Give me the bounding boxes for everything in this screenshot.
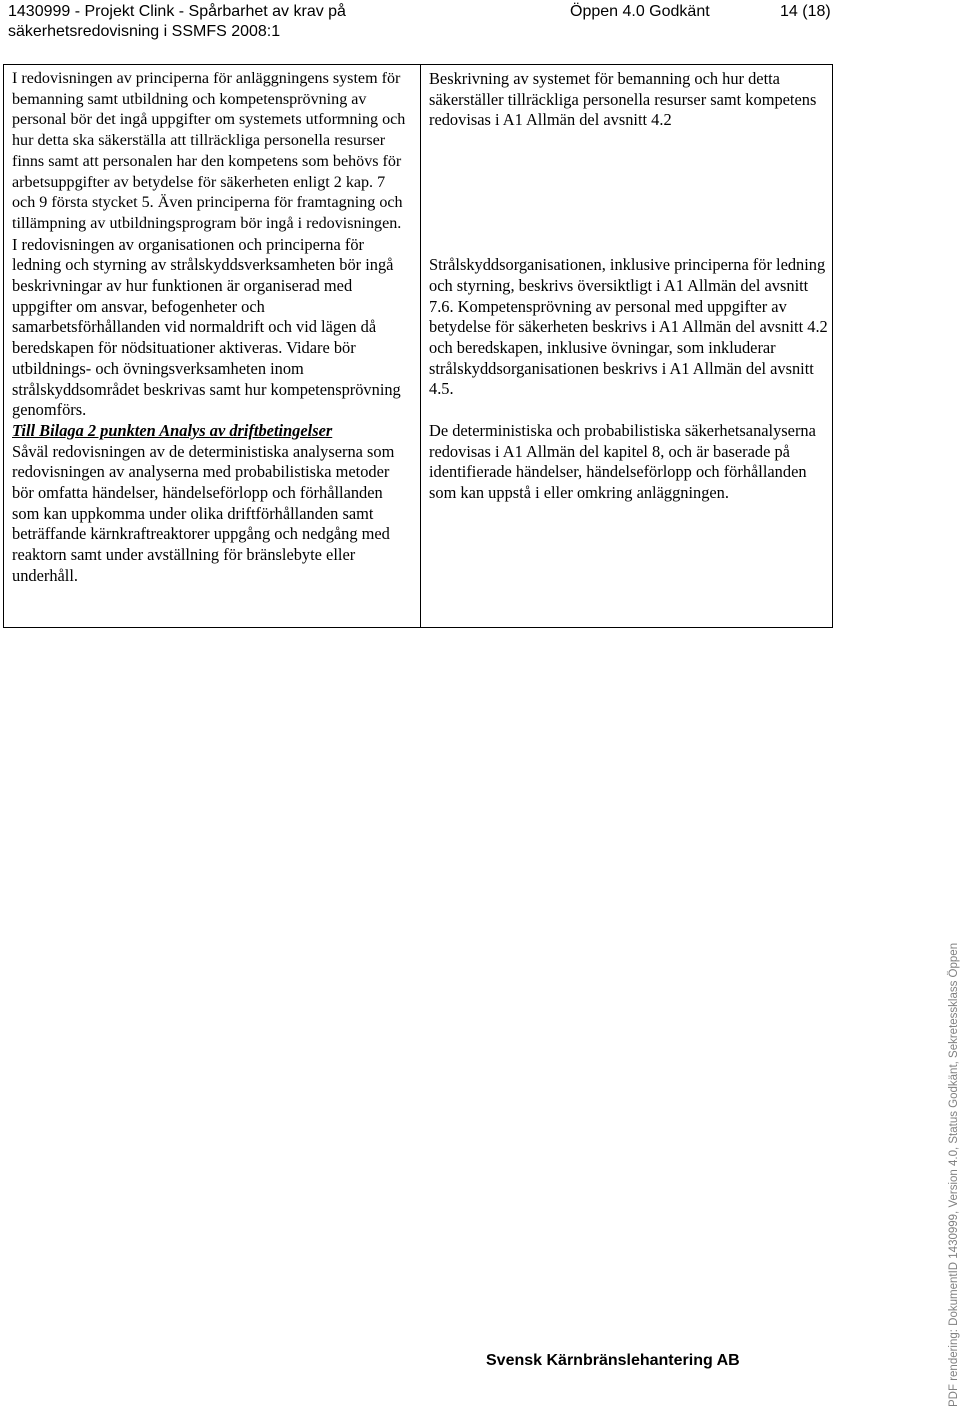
page-number: 14 (18) — [780, 3, 831, 20]
footer-company: Svensk Kärnbränslehantering AB — [486, 1352, 740, 1369]
response-paragraph-staffing: Beskrivning av systemet för bemanning och hur detta säkerställer tillräckliga personella resurser samt kompetens redovisas i A1 Allmän del avsnitt 4.2 — [429, 69, 817, 130]
requirement-paragraph-radiation-protection: I redovisningen av organisationen och principerna för ledning och styrning av strålskyddsverksamheten bör ingå beskrivningar av hur funktionen är organiserad med uppgifter om ansvar, befogenheter och samarbetsförhållanden vid normaldrift och vid lägen då beredskapen för nödsituationer aktiveras. Vidare bör utbildnings- och övningsverksamheten inom strålskyddsområdet beskrivas samt hur kompetensprövning genomförs. — [12, 234, 401, 420]
response-column — [429, 69, 829, 504]
requirement-paragraph-analyses: Såväl redovisningen av de deterministiska analyserna som redovisningen av analyserna med probabilistiska metoder bör omfatta händelser, händelseförlopp och förhållanden som kan uppkomma under olika driftförhållanden samt beträffande kärnkraftreaktorer uppgång och nedgång med reaktorn samt under avställning för bränslebyte eller underhåll. — [12, 441, 395, 585]
section-heading-operating-conditions: Till Bilaga 2 punkten Analys av driftbetingelser — [12, 420, 333, 440]
response-paragraph-radiation-protection: Strålskyddsorganisationen, inklusive principerna för ledning och styrning, beskrivs översiktligt i A1 Allmän del avsnitt 7.6. Kompetensprövning av personal med uppgifter av betydelse för säkerheten beskrivs i A1 Allmän del avsnitt 4.2 och beredskapen, inklusive övningar, som inkluderar strålskyddsorganisationen beskrivs i A1 Allmän del avsnitt 4.5. — [429, 255, 828, 399]
document-status: Öppen 4.0 Godkänt — [570, 3, 710, 20]
requirement-column — [12, 69, 412, 587]
requirement-paragraph-staffing: I redovisningen av principerna för anläggningens system för bemanning samt utbildning och kompetensprövning av personal bör det ingå uppgifter om systemets utformning och hur detta ska säkerställa att tillräckliga personella resurser finns samt att personalen har den kompetens som behövs för arbetsuppgifter av betydelse för säkerheten enligt 2 kap. 7 och 9 första stycket 5. Även principerna för framtagning och tillämpning av utbildningsprogram bör ingå i redovisningen. — [12, 70, 406, 232]
column-divider — [420, 65, 421, 627]
rendering-note: PDF rendering: DokumentID 1430999, Version 4.0, Status Godkänt, Sekretessklass Öppen — [948, 942, 960, 1407]
document-title-line1: 1430999 - Projekt Clink - Spårbarhet av krav på — [8, 3, 346, 20]
document-title-line2: säkerhetsredovisning i SSMFS 2008:1 — [8, 23, 281, 40]
document-title — [8, 2, 448, 42]
response-paragraph-analyses: De deterministiska och probabilistiska säkerhetsanalyserna redovisas i A1 Allmän del kapitel 8, och är baserade på identifierade händelser, händelseförlopp och förhållanden som kan uppstå i eller omkring anläggningen. — [429, 421, 816, 503]
requirements-table — [3, 64, 833, 628]
